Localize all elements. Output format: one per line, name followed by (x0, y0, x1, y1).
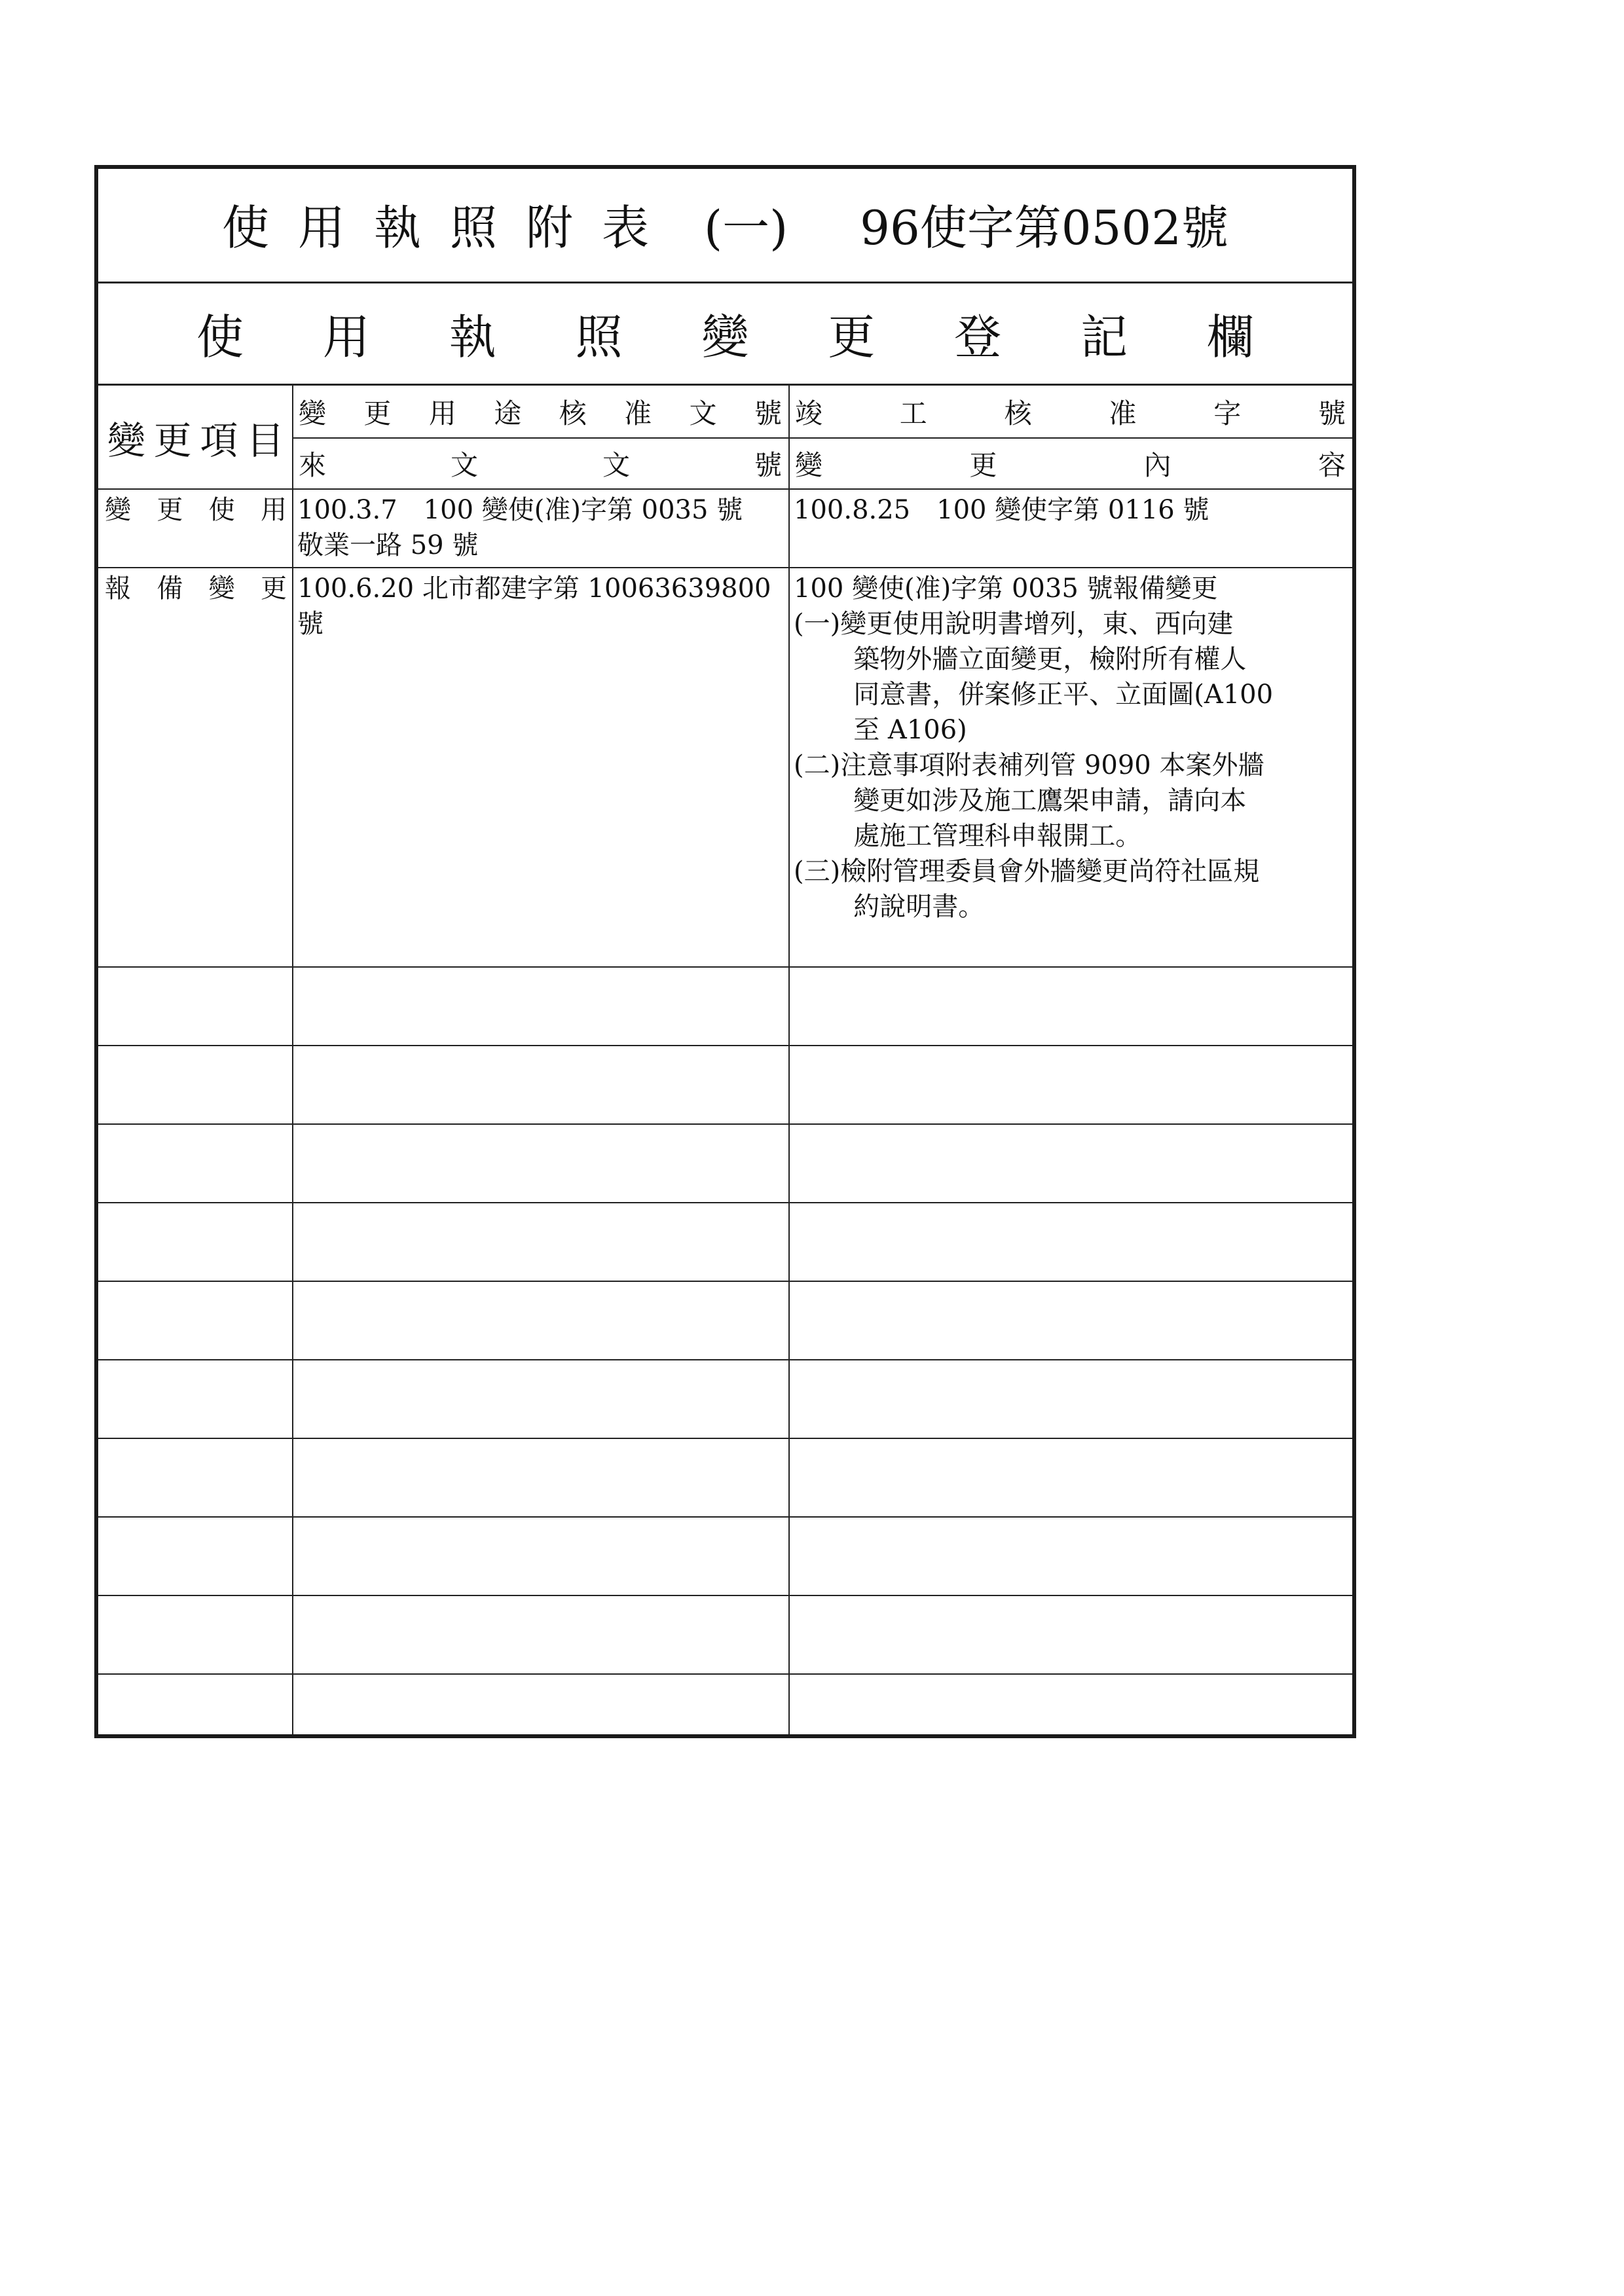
subtitle-char: 登 (954, 310, 1002, 365)
header-change-use-doc (295, 388, 786, 436)
content-item-1 (794, 606, 1350, 748)
header-char: 號 (1318, 397, 1346, 429)
subtitle-char: 更 (828, 310, 876, 365)
header-char: 更 (153, 418, 192, 463)
table-row-2-doc (297, 571, 786, 642)
header-char: 號 (754, 397, 782, 429)
header-char: 變 (107, 418, 146, 463)
table-row-1-doc (297, 492, 786, 563)
content-line: 變更如涉及施工鷹架申請，請向本 (853, 786, 1247, 816)
content-line: 處施工管理科申報開工。 (853, 821, 1142, 851)
item-char: 變 (105, 495, 131, 525)
content-line: 變更使用說明書增列，東、西向建 (840, 609, 1234, 639)
item-char: 更 (157, 495, 183, 525)
header-char: 內 (1143, 449, 1172, 481)
subtitle-char: 用 (322, 310, 370, 365)
header-char: 容 (1318, 449, 1346, 481)
subtitle-char: 欄 (1206, 310, 1254, 365)
header-char: 用 (428, 397, 456, 429)
form-subtitle (196, 283, 1254, 384)
table-row-2-content (794, 571, 1350, 924)
subtitle-char: 記 (1080, 310, 1128, 365)
item-label: (一) (794, 609, 841, 639)
table-row-1-content (794, 492, 1350, 528)
header-char: 項 (200, 418, 238, 463)
table-row-1-item (103, 492, 288, 528)
content-line: 檢附管理委員會外牆變更尚符社區規 (840, 856, 1260, 886)
header-char: 更 (363, 397, 392, 429)
content-intro: 100 變使(准)字第 0035 號報備變更 (794, 574, 1218, 604)
header-char: 文 (689, 397, 717, 429)
header-char: 核 (559, 397, 587, 429)
item-label: (二) (794, 750, 841, 780)
content-line: 注意事項附表補列管 9090 本案外牆 (840, 750, 1264, 780)
content-item-3 (794, 854, 1350, 924)
item-label: (三) (794, 856, 841, 886)
content-line: 築物外牆立面變更，檢附所有權人 (853, 644, 1247, 674)
header-char: 變 (299, 397, 327, 429)
header-char: 號 (754, 449, 782, 481)
form-title (98, 169, 1352, 279)
subtitle-char: 使 (196, 310, 244, 365)
subtitle-char: 執 (449, 310, 496, 365)
doc-line: 號 (297, 609, 323, 639)
header-char: 准 (624, 397, 652, 429)
content-line: 100.8.25 100 變使字第 0116 號 (794, 495, 1209, 525)
item-char: 報 (105, 574, 131, 604)
item-char: 使 (208, 495, 235, 525)
header-change-item (105, 388, 287, 487)
content-line: 約說明書。 (853, 892, 985, 922)
doc-line: 100.6.20 北市都建字第 10063639800 (297, 574, 771, 604)
content-line: 同意書，併案修正平、立面圖(A100 (853, 680, 1274, 710)
content-item-2 (794, 748, 1350, 854)
header-char: 變 (795, 449, 823, 481)
subtitle-char: 變 (701, 310, 749, 365)
header-incoming-doc (295, 440, 786, 487)
title-suffix: (一) (703, 200, 788, 255)
registration-form (94, 165, 1356, 1738)
doc-line: 敬業一路 59 號 (297, 530, 479, 560)
header-char: 文 (602, 449, 630, 481)
permit-number: 96使字第0502號 (860, 200, 1229, 255)
header-char: 途 (494, 397, 522, 429)
item-char: 更 (260, 574, 287, 604)
header-char: 准 (1109, 397, 1137, 429)
header-char: 竣 (795, 397, 823, 429)
header-char: 字 (1213, 397, 1242, 429)
table-row-2-item (103, 571, 288, 606)
header-char: 工 (899, 397, 927, 429)
header-char: 更 (969, 449, 997, 481)
header-change-content (791, 440, 1350, 487)
content-line: 至 A106) (853, 715, 967, 745)
header-char: 文 (450, 449, 478, 481)
item-char: 備 (157, 574, 183, 604)
doc-line: 100.3.7 100 變使(准)字第 0035 號 (297, 495, 743, 525)
item-char: 變 (208, 574, 235, 604)
header-completion-doc (791, 388, 1350, 436)
header-char: 目 (246, 418, 284, 463)
item-char: 用 (260, 495, 287, 525)
subtitle-char: 照 (575, 310, 623, 365)
header-char: 來 (299, 449, 327, 481)
title-prefix: 使用執照附表 (221, 200, 678, 255)
header-char: 核 (1004, 397, 1032, 429)
